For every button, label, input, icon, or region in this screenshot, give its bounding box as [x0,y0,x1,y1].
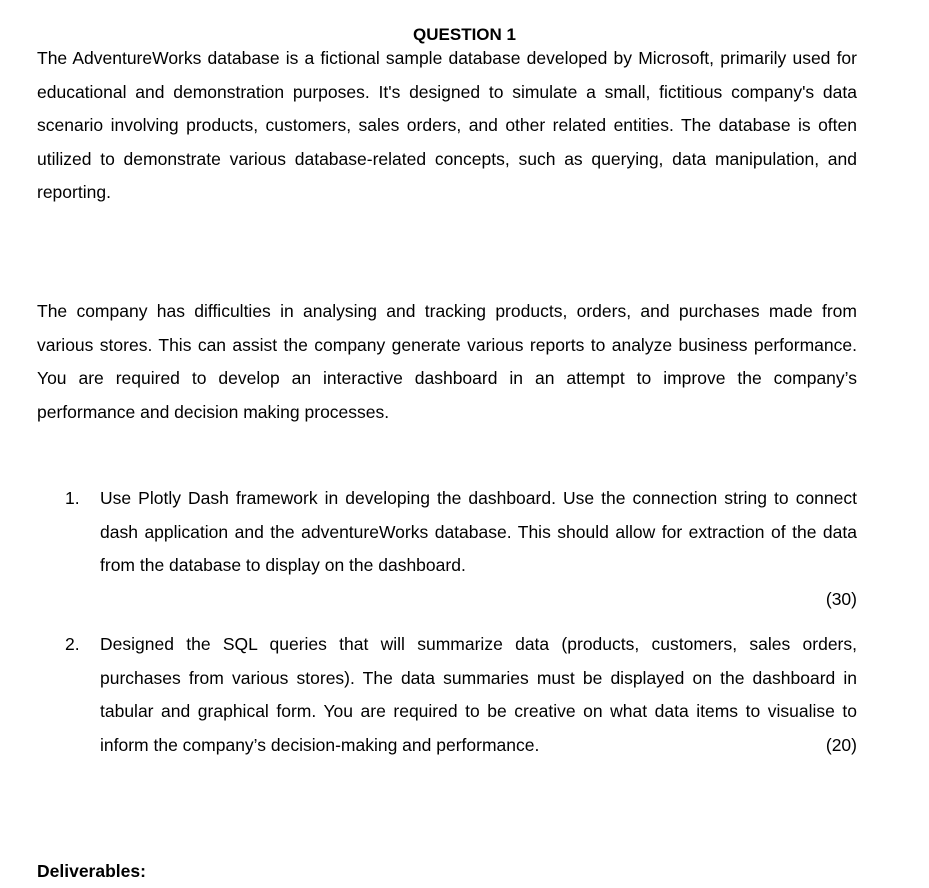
list-item-text [100,628,857,762]
marks-label: (30) [825,588,857,609]
deliverables-heading: Deliverables: [37,861,146,881]
question-title: QUESTION 1 [413,25,516,44]
problem-paragraph: The company has difficulties in analysing and tracking products, orders, and purchases made from various stores. This can assist the company generate various reports to analyze business performance. You are required to develop an interactive dashboard in an attempt to improve the company’s performance and decision making processes. [37,301,857,422]
list-item-number: 1. [65,488,80,508]
list-item-body: Designed the SQL queries that will summarize data (products, customers, sales orders, purchases from various stores). The data summaries must be displayed on the dashboard in tabular and graphical form. You are required to be creative on what data items to visualise to inform the company’s decision-making and performance. [100,634,857,755]
list-item-number: 2. [65,634,80,654]
list-item-text: Use Plotly Dash framework in developing the dashboard. Use the connection string to connect dash application and the adventureWorks database. This should allow for extraction of the data from the database to display on the dashboard. [100,488,857,575]
marks-label: (20) [825,734,857,755]
list-item [65,628,857,762]
intro-paragraph: The AdventureWorks database is a fictional sample database developed by Microsoft, primarily used for educational and demonstration purposes. It's designed to simulate a small, fictitious company's data scenario involving products, customers, sales orders, and other related entities. The database is often utilized to demonstrate various database-related concepts, such as querying, data manipulation, and reporting. [37,48,857,202]
list-item [65,482,857,616]
